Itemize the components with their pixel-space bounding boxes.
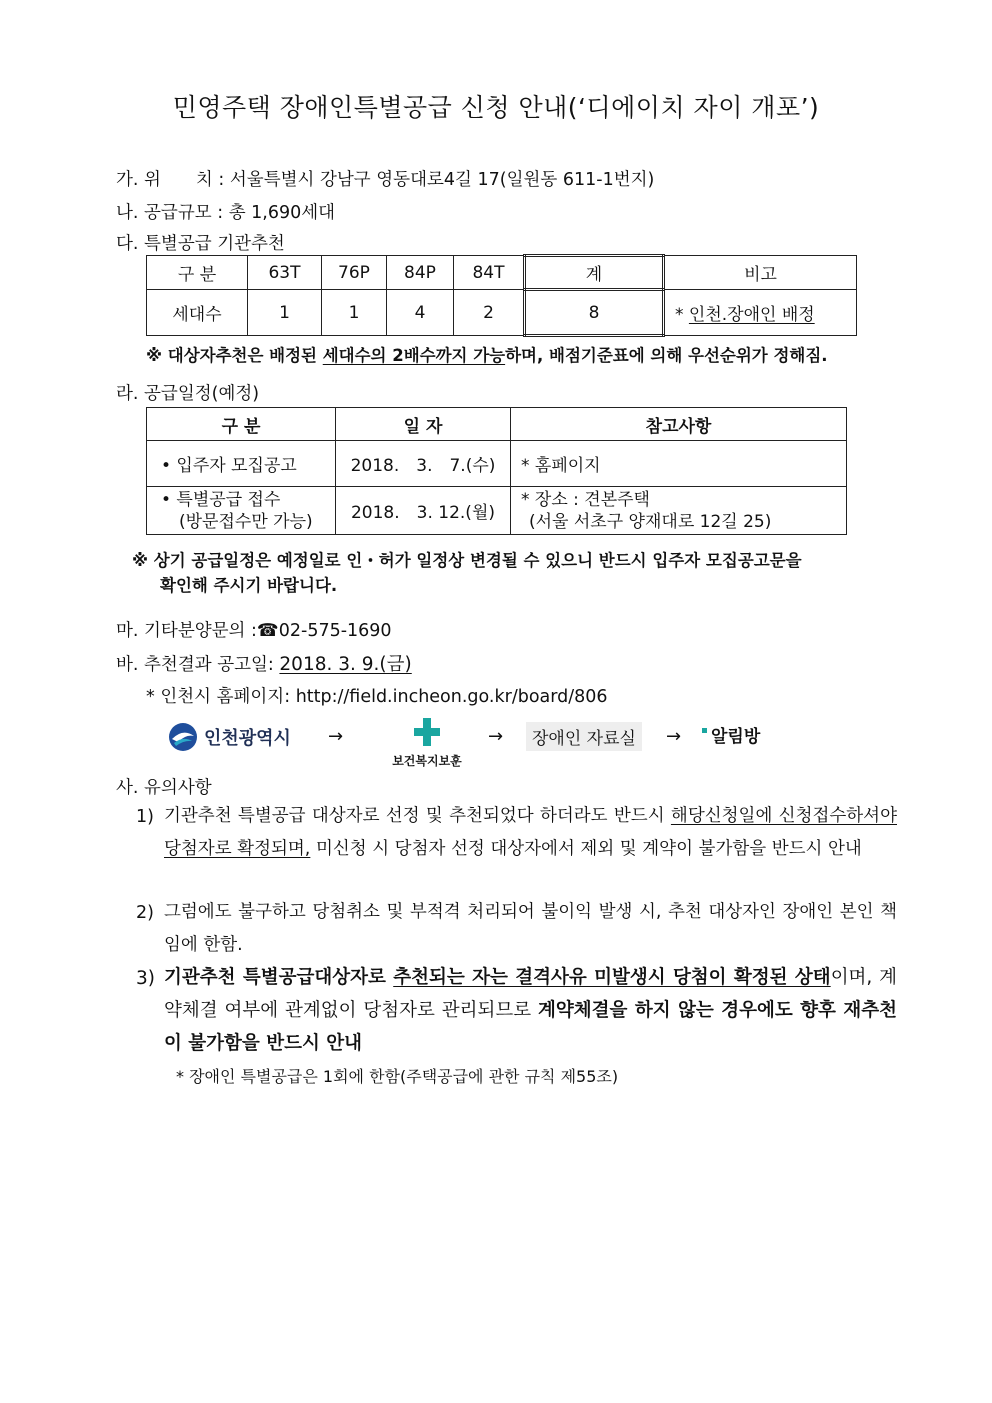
allocation-cell: 2 <box>454 290 525 336</box>
inquiry-line <box>116 617 392 642</box>
schedule-header-cell: 구 분 <box>147 408 336 441</box>
schedule-row <box>147 487 847 535</box>
schedule-notice-line1: ※ 상기 공급일정은 예정일로 인・허가 일정상 변경될 수 있으니 반드시 입주자 모집공고문을 <box>132 551 802 570</box>
note3-underlined: 추천되는 자는 결격사유 미발생시 당첨이 확정된 상태 <box>393 967 831 988</box>
allim-text: 알림방 <box>711 727 761 747</box>
schedule-note-sub: (서울 서초구 양재대로 12길 25) <box>529 511 772 532</box>
note1-text <box>164 800 897 866</box>
note1-number: 1) <box>136 807 154 827</box>
allocation-note-cell <box>664 290 857 336</box>
note3-a: 기관추천 특별공급대상자로 <box>164 967 394 988</box>
notice-underlined: 세대수의 2배수까지 가능 <box>322 346 506 365</box>
allocation-cell: 세대수 <box>147 290 248 336</box>
schedule-item-cell <box>147 487 336 535</box>
supply-scale-line <box>116 199 335 224</box>
note1-a: 기관추천 특별공급 대상자로 선정 및 추천되었다 하더라도 반드시 <box>164 806 671 826</box>
allocation-header-cell: 비고 <box>664 256 857 290</box>
allocation-header-cell: 63T <box>248 256 322 290</box>
allocation-cell: 1 <box>322 290 387 336</box>
schedule-notice-line2: 확인해 주시기 바랍니다. <box>160 576 338 595</box>
notice-mark: ※ 대상자추천은 배정된 <box>146 346 323 365</box>
schedule-note-cell <box>511 487 847 535</box>
jaryo-link[interactable]: 장애인 자료실 <box>526 722 642 751</box>
schedule-heading: 라. 공급일정(예정) <box>116 384 260 404</box>
allocation-header-total: 계 <box>525 256 664 290</box>
supply-scale-label: 나. 공급규모 : <box>116 203 224 223</box>
schedule-item-cell <box>147 441 336 487</box>
allocation-total-cell: 8 <box>525 290 664 336</box>
incheon-logo <box>168 722 291 752</box>
allocation-header-row <box>147 256 857 290</box>
note-text: 인천.장애인 배정 <box>688 305 815 325</box>
schedule-table <box>146 407 847 535</box>
note-prefix: * <box>675 305 689 325</box>
allocation-header-cell: 84T <box>454 256 525 290</box>
inquiry-label: 마. 기타분양문의 : <box>116 621 257 641</box>
result-date-label: 바. 추천결과 공고일: <box>116 655 274 675</box>
note3-b: 이며, 계약체결 여부에 관계없이 당첨자로 관리되므로 <box>164 967 898 1021</box>
navigation-path <box>168 718 788 768</box>
allocation-notice <box>146 342 828 366</box>
phone-icon: ☎ <box>256 621 279 641</box>
path-arrow: → <box>666 726 682 747</box>
schedule-row <box>147 441 847 487</box>
result-date: 2018. 3. 9.(금) <box>279 654 412 675</box>
incheon-logo-text: 인천광역시 <box>204 728 291 749</box>
footnote: * 장애인 특별공급은 1회에 한함(주택공급에 관한 규칙 제55조) <box>176 1067 619 1086</box>
schedule-header-cell: 일 자 <box>336 408 511 441</box>
allocation-data-row <box>147 290 857 336</box>
allocation-header-cell: 76P <box>322 256 387 290</box>
allocation-cell: 4 <box>387 290 454 336</box>
allocation-table <box>146 254 857 337</box>
notice-rest: 하며, 배점기준표에 의해 우선순위가 정해짐. <box>505 346 828 365</box>
note2-number: 2) <box>136 903 154 923</box>
phone-number: 02-575-1690 <box>278 621 392 641</box>
incheon-site-line <box>146 683 608 708</box>
note2-text: 그럼에도 불구하고 당첨취소 및 부적격 처리되어 불이익 발생 시, 추천 대상자인 장애인 본인 책임에 한함. <box>164 902 897 955</box>
page-title: 민영주택 장애인특별공급 신청 안내(‘디에이치 자이 개포’) <box>172 93 820 122</box>
bokji-logo <box>390 718 464 769</box>
incheon-emblem-icon <box>168 722 198 752</box>
note3-text <box>164 961 897 1060</box>
special-supply-heading: 다. 특별공급 기관추천 <box>116 234 285 254</box>
schedule-date-cell: 2018. 3. 7.(수) <box>336 441 511 487</box>
location-label: 가. 위 치 : <box>116 170 225 190</box>
path-arrow: → <box>328 726 344 747</box>
schedule-date-cell: 2018. 3. 12.(월) <box>336 487 511 535</box>
note1-underlined: 해당신청일에 신청접수하셔야 당첨자로 확정되며, <box>164 806 897 859</box>
allim-link[interactable] <box>702 722 760 747</box>
schedule-item: • 특별공급 접수 <box>161 489 281 510</box>
medical-cross-icon <box>414 718 440 746</box>
path-arrow: → <box>488 726 504 747</box>
location-value: 서울특별시 강남구 영동대로4길 17(일원동 611-1번지) <box>229 170 655 190</box>
location-line <box>116 166 654 191</box>
notes-heading: 사. 유의사항 <box>116 778 212 798</box>
bokji-text: 보건복지보훈 <box>392 754 462 768</box>
schedule-item-sub: (방문접수만 가능) <box>179 511 313 532</box>
note3-number: 3) <box>136 968 155 989</box>
note1-b: 미신청 시 당첨자 선정 대상자에서 제외 및 계약이 불가함을 반드시 안내 <box>310 839 862 859</box>
site-url[interactable]: http://field.incheon.go.kr/board/806 <box>295 687 608 707</box>
schedule-item: • 입주자 모집공고 <box>161 456 297 476</box>
allocation-cell: 1 <box>248 290 322 336</box>
schedule-header-row <box>147 408 847 441</box>
schedule-note-cell: * 홈페이지 <box>511 441 847 487</box>
schedule-note: * 장소 : 견본주택 <box>521 489 650 510</box>
note3-c: 계약체결을 하지 않는 경우에도 향후 재추천이 불가함을 반드시 안내 <box>164 1000 897 1054</box>
schedule-header-cell: 참고사항 <box>511 408 847 441</box>
bullet-icon <box>702 728 707 733</box>
result-date-line <box>116 650 412 676</box>
allocation-header-cell: 84P <box>387 256 454 290</box>
allocation-header-cell: 구 분 <box>147 256 248 290</box>
site-label: * 인천시 홈페이지: <box>146 687 291 707</box>
supply-scale-value: 총 1,690세대 <box>228 203 336 223</box>
